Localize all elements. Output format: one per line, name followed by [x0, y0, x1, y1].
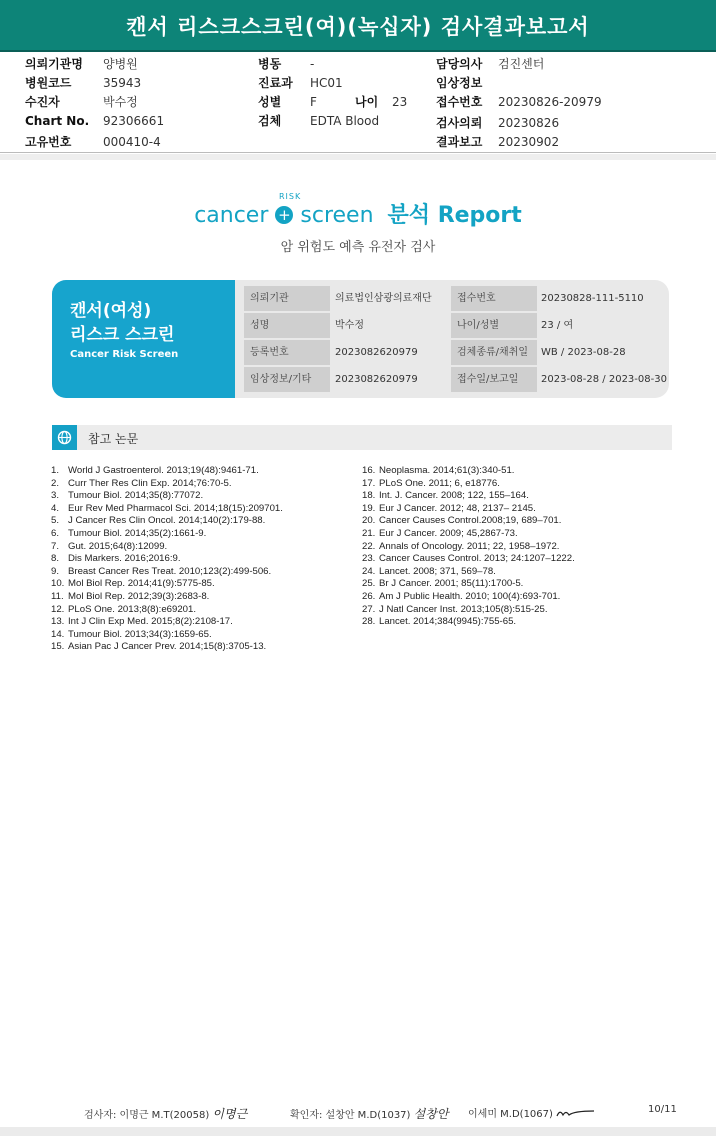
divider-shade	[0, 154, 716, 160]
reference-text: Asian Pac J Cancer Prev. 2014;15(8):3705-13.	[68, 641, 267, 653]
reference-text: Mol Biol Rep. 2014;41(9):5775-85.	[68, 578, 215, 590]
reference-number: 23.	[362, 553, 376, 565]
reference-number: 13.	[51, 616, 65, 628]
reference-number: 20.	[362, 515, 376, 527]
reference-text: Neoplasma. 2014;61(3):340-51.	[379, 465, 515, 476]
reference-item	[362, 478, 575, 491]
value-department: HC01	[310, 76, 343, 90]
reference-number: 6.	[51, 527, 60, 539]
reference-number: 27.	[362, 603, 376, 615]
globe-icon	[52, 425, 77, 450]
reference-text: Eur J Cancer. 2009; 45,2867-73.	[379, 527, 518, 539]
reference-number: 19.	[362, 502, 376, 514]
reference-number: 1.	[51, 465, 60, 476]
card-value-clinical: 2023082620979	[335, 374, 418, 385]
card-title-panel	[52, 280, 235, 398]
reference-text: Curr Ther Res Clin Exp. 2014;76:70-5.	[68, 477, 232, 489]
label-doctor: 담당의사	[436, 57, 483, 71]
logo-cancer-text: cancer	[194, 203, 269, 228]
signature-footer	[84, 1105, 247, 1122]
reference-text: J Natl Cancer Inst. 2013;105(8):515-25.	[379, 603, 548, 615]
plus-icon: +	[275, 206, 293, 224]
label-receipt-no: 접수번호	[436, 95, 483, 109]
label-institution: 의뢰기관명	[25, 57, 83, 71]
card-label-name: 성명	[244, 313, 330, 338]
report-title-bar	[0, 0, 716, 52]
reference-text: Tumour Biol. 2013;34(3):1659-65.	[68, 628, 212, 640]
reference-text: Br J Cancer. 2001; 85(11):1700-5.	[379, 578, 524, 590]
card-label-institution: 의뢰기관	[244, 286, 330, 311]
reference-item	[362, 591, 575, 604]
card-title-en: Cancer Risk Screen	[70, 349, 179, 360]
reference-text: Lancet. 2008; 371, 569–78.	[379, 565, 496, 577]
card-title-line1: 캔서(여성)	[70, 301, 152, 321]
reference-item	[362, 616, 575, 629]
references-list-right	[362, 465, 575, 629]
value-receipt-no: 20230826-20979	[498, 95, 602, 109]
label-age: 나이	[355, 95, 379, 109]
doctor2-signature	[556, 1108, 596, 1118]
info-card	[52, 280, 669, 398]
reference-number: 2.	[51, 477, 60, 489]
reference-item	[362, 553, 575, 566]
reference-item	[362, 604, 575, 617]
card-label-age-sex: 나이/성별	[451, 313, 537, 338]
reference-item	[51, 515, 283, 528]
doctor2-footer	[468, 1105, 596, 1120]
references-header	[52, 425, 672, 450]
reference-item	[51, 566, 283, 579]
reference-number: 17.	[362, 477, 376, 489]
reference-text: Tumour Biol. 2014;35(8):77072.	[68, 490, 204, 502]
label-ward: 병동	[258, 57, 282, 71]
reference-item	[362, 566, 575, 579]
label-request-date: 검사의뢰	[436, 116, 483, 130]
card-value-dates: 2023-08-28 / 2023-08-30	[541, 374, 667, 385]
card-value-name: 박수정	[335, 320, 364, 331]
reference-text: Tumour Biol. 2014;35(2):1661-9.	[68, 527, 207, 539]
reference-number: 3.	[51, 490, 60, 502]
reference-item	[362, 578, 575, 591]
value-age: 23	[392, 95, 408, 109]
reference-item	[51, 528, 283, 541]
value-sex: F	[310, 95, 317, 109]
reference-text: Am J Public Health. 2010; 100(4):693-701.	[379, 590, 561, 602]
reference-text: Cancer Causes Control. 2013; 24:1207–1222.	[379, 553, 575, 565]
reference-number: 10.	[51, 578, 65, 590]
reference-number: 24.	[362, 565, 376, 577]
reference-text: PLoS One. 2013;8(8):e69201.	[68, 603, 197, 615]
reference-number: 8.	[51, 553, 60, 565]
label-report-date: 결과보고	[436, 135, 483, 149]
reference-number: 7.	[51, 540, 60, 552]
reference-text: Int J Clin Exp Med. 2015;8(2):2108-17.	[68, 616, 233, 628]
card-label-specimen: 검체종류/채취일	[451, 340, 537, 365]
reference-text: World J Gastroenterol. 2013;19(48):9461-71.	[68, 465, 259, 476]
logo-report-text: 분석 Report	[387, 203, 522, 228]
reference-text: Eur J Cancer. 2012; 48, 2137– 2145.	[379, 502, 536, 514]
reference-item	[362, 541, 575, 554]
report-title: 캔서 리스크스크린(여)(녹십자) 검사결과보고서	[126, 15, 590, 39]
label-clinical-info: 임상정보	[436, 76, 483, 90]
reference-item	[51, 641, 283, 654]
references-list-left	[51, 465, 283, 654]
logo-screen-text: screen	[300, 203, 374, 228]
card-value-age-sex: 23 / 여	[541, 320, 574, 331]
reference-item	[51, 553, 283, 566]
label-sex: 성별	[258, 95, 282, 109]
value-patient: 박수정	[103, 95, 138, 109]
reference-number: 18.	[362, 490, 376, 502]
card-value-institution: 의료법인삼광의료재단	[335, 293, 432, 304]
reference-text: Cancer Causes Control.2008;19, 689–701.	[379, 515, 562, 527]
reference-text: PLoS One. 2011; 6, e18776.	[379, 477, 500, 489]
reference-number: 11.	[51, 590, 64, 602]
reference-item	[51, 629, 283, 642]
label-unique-no: 고유번호	[25, 135, 72, 149]
bottom-strip	[0, 1127, 716, 1136]
card-label-dates: 접수일/보고일	[451, 367, 537, 392]
card-label-clinical: 임상정보/기타	[244, 367, 330, 392]
label-department: 진료과	[258, 76, 293, 90]
cancer-risk-screen-logo	[0, 192, 716, 229]
examiner-label: 검사자: 이명근 M.T(20058)	[84, 1110, 210, 1121]
reference-text: Mol Biol Rep. 2012;39(3):2683-8.	[68, 590, 210, 602]
value-hospital-code: 35943	[103, 76, 142, 90]
logo-risk-text: RISK	[279, 192, 302, 201]
reference-number: 28.	[362, 616, 376, 628]
reference-number: 22.	[362, 540, 376, 552]
reference-item	[51, 616, 283, 629]
card-label-registration: 등록번호	[244, 340, 330, 365]
reference-text: Breast Cancer Res Treat. 2010;123(2):499-506.	[68, 565, 272, 577]
reference-item	[362, 490, 575, 503]
value-request-date: 20230826	[498, 116, 560, 130]
reference-number: 16.	[362, 465, 376, 476]
reference-text: Int. J. Cancer. 2008; 122, 155–164.	[379, 490, 529, 502]
confirmer-label: 확인자: 설창안 M.D(1037)	[290, 1110, 411, 1121]
reference-text: Eur Rev Med Pharmacol Sci. 2014;18(15):209701.	[68, 502, 283, 514]
reference-item	[362, 515, 575, 528]
card-label-receipt: 접수번호	[451, 286, 537, 311]
reference-number: 9.	[51, 565, 60, 577]
examiner-signature: 이명근	[212, 1107, 248, 1121]
value-chart-no: 92306661	[103, 114, 165, 128]
confirmer-footer	[290, 1105, 448, 1122]
label-specimen: 검체	[258, 114, 282, 128]
reference-item	[51, 541, 283, 554]
divider	[0, 152, 716, 153]
reference-text: Annals of Oncology. 2011; 22, 1958–1972.	[379, 540, 560, 552]
reference-item	[51, 490, 283, 503]
value-institution: 양병원	[103, 57, 138, 71]
value-report-date: 20230902	[498, 135, 560, 149]
card-value-registration: 2023082620979	[335, 347, 418, 358]
reference-number: 26.	[362, 590, 376, 602]
reference-item	[51, 604, 283, 617]
value-unique-no: 000410-4	[103, 135, 161, 149]
reference-number: 25.	[362, 578, 376, 590]
reference-number: 14.	[51, 628, 65, 640]
reference-number: 12.	[51, 603, 65, 615]
reference-item	[362, 528, 575, 541]
page-number: 10/11	[648, 1104, 677, 1115]
reference-item	[51, 478, 283, 491]
confirmer-signature: 설창안	[413, 1107, 449, 1121]
label-patient: 수진자	[25, 95, 60, 109]
reference-number: 5.	[51, 515, 60, 527]
card-title-line2: 리스크 스크린	[70, 325, 175, 345]
reference-item	[51, 465, 283, 478]
reference-item	[51, 503, 283, 516]
reference-text: Dis Markers. 2016;2016:9.	[68, 553, 181, 565]
reference-text: Lancet. 2014;384(9945):755-65.	[379, 616, 517, 628]
reference-text: J Cancer Res Clin Oncol. 2014;140(2):179-88.	[68, 515, 266, 527]
reference-item	[362, 465, 575, 478]
reference-number: 4.	[51, 502, 60, 514]
reference-item	[51, 591, 283, 604]
reference-number: 21.	[362, 527, 376, 539]
reference-number: 15.	[51, 641, 65, 653]
value-doctor: 검진센터	[498, 57, 545, 71]
reference-text: Gut. 2015;64(8):12099.	[68, 540, 168, 552]
card-value-receipt: 20230828-111-5110	[541, 293, 644, 304]
reference-item	[51, 578, 283, 591]
card-value-specimen: WB / 2023-08-28	[541, 347, 626, 358]
reference-item	[362, 503, 575, 516]
value-ward: -	[310, 57, 315, 71]
value-specimen: EDTA Blood	[310, 114, 380, 128]
doctor2-label: 이세미 M.D(1067)	[468, 1109, 553, 1120]
references-title: 참고 논문	[88, 432, 139, 446]
subtitle: 암 위험도 예측 유전자 검사	[280, 240, 436, 255]
label-hospital-code: 병원코드	[25, 76, 72, 90]
label-chart-no: Chart No.	[25, 114, 90, 128]
